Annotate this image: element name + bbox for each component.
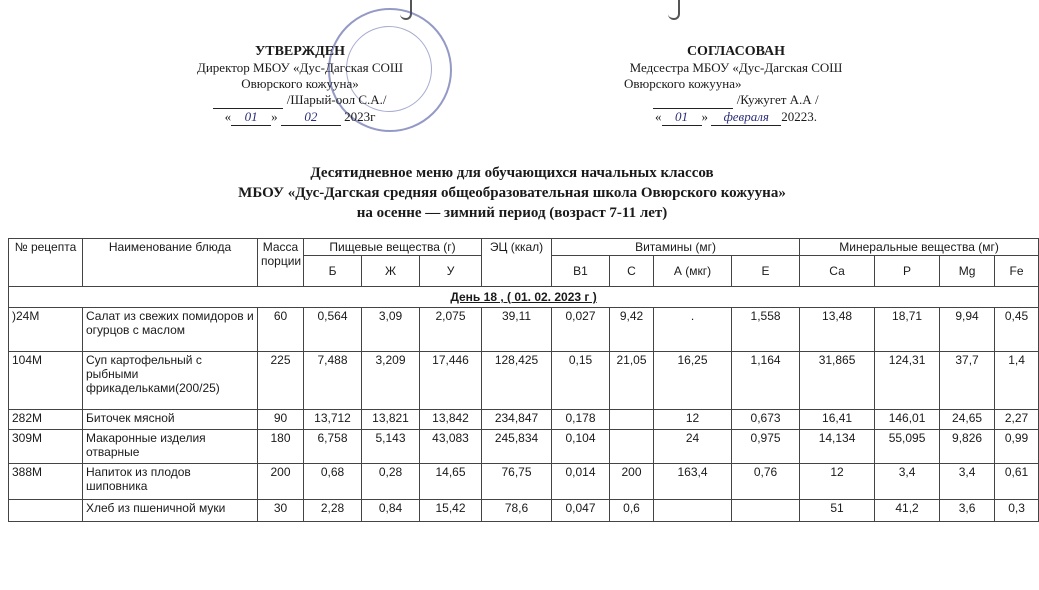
agreement-date-quote-close: » xyxy=(701,109,708,124)
cell-e: 1,164 xyxy=(732,352,800,410)
cell-mass: 90 xyxy=(258,410,304,430)
cell-b: 2,28 xyxy=(304,500,362,522)
cell-c: 9,42 xyxy=(610,308,654,352)
cell-b1: 0,027 xyxy=(552,308,610,352)
cell-dish: Напиток из плодов шиповника xyxy=(83,464,258,500)
cell-recipe: 104М xyxy=(9,352,83,410)
cell-u: 43,083 xyxy=(420,430,482,464)
cell-a: . xyxy=(654,308,732,352)
cell-ca: 14,134 xyxy=(800,430,875,464)
cell-mass: 180 xyxy=(258,430,304,464)
cell-a: 12 xyxy=(654,410,732,430)
cell-p: 124,31 xyxy=(875,352,940,410)
table-row xyxy=(9,500,1039,522)
cell-p: 41,2 xyxy=(875,500,940,522)
cell-ca: 13,48 xyxy=(800,308,875,352)
agreement-block xyxy=(606,44,866,126)
cell-b1: 0,104 xyxy=(552,430,610,464)
table-row xyxy=(9,308,1039,352)
cell-mg: 9,94 xyxy=(940,308,995,352)
table-row xyxy=(9,464,1039,500)
cell-b: 0,564 xyxy=(304,308,362,352)
cell-zh: 5,143 xyxy=(362,430,420,464)
cell-ca: 12 xyxy=(800,464,875,500)
agreement-signer-name: /Кужугет А.А / xyxy=(736,92,819,107)
header-u: У xyxy=(420,256,482,287)
header-dish: Наименование блюда xyxy=(83,239,258,287)
cell-ca: 16,41 xyxy=(800,410,875,430)
cell-zh: 0,28 xyxy=(362,464,420,500)
header-ca: Са xyxy=(800,256,875,287)
cell-mass: 225 xyxy=(258,352,304,410)
cell-fe: 0,99 xyxy=(995,430,1039,464)
header-minerals: Минеральные вещества (мг) xyxy=(800,239,1039,256)
cell-recipe: 282М xyxy=(9,410,83,430)
cell-energy: 78,6 xyxy=(482,500,552,522)
header-mass: Масса порции xyxy=(258,239,304,287)
cell-energy: 39,11 xyxy=(482,308,552,352)
cell-b: 13,712 xyxy=(304,410,362,430)
cell-energy: 234,847 xyxy=(482,410,552,430)
cell-fe: 2,27 xyxy=(995,410,1039,430)
menu-table xyxy=(8,238,1039,522)
cell-ca: 31,865 xyxy=(800,352,875,410)
cell-a: 163,4 xyxy=(654,464,732,500)
cell-p: 18,71 xyxy=(875,308,940,352)
cell-a: 24 xyxy=(654,430,732,464)
cell-b: 7,488 xyxy=(304,352,362,410)
table-row xyxy=(9,352,1039,410)
header-recipe: № рецепта xyxy=(9,239,83,287)
day-label: День 18 , ( 01. 02. 2023 г ) xyxy=(9,287,1039,308)
cell-mg: 3,6 xyxy=(940,500,995,522)
cell-p: 146,01 xyxy=(875,410,940,430)
title-line1: Десятидневное меню для обучающихся начальных классов xyxy=(310,165,714,181)
cell-recipe: 388М xyxy=(9,464,83,500)
cell-mg: 3,4 xyxy=(940,464,995,500)
header-p: Р xyxy=(875,256,940,287)
header-zh: Ж xyxy=(362,256,420,287)
approval-date-day: 01 xyxy=(231,109,271,126)
cell-fe: 1,4 xyxy=(995,352,1039,410)
cell-fe: 0,3 xyxy=(995,500,1039,522)
cell-mg: 9,826 xyxy=(940,430,995,464)
header-vitamins: Витамины (мг) xyxy=(552,239,800,256)
cell-c xyxy=(610,430,654,464)
agreement-line2: Овюрского кожууна» xyxy=(624,76,742,91)
approval-date-quote-close: » xyxy=(271,109,278,124)
approval-signer-name: /Шарый-оол С.А./ xyxy=(286,92,387,107)
cell-mass: 60 xyxy=(258,308,304,352)
approval-date xyxy=(170,109,430,126)
agreement-date-day: 01 xyxy=(662,109,702,126)
cell-zh: 13,821 xyxy=(362,410,420,430)
table-row xyxy=(9,430,1039,464)
approval-line2: Овюрского кожууна» xyxy=(241,76,359,91)
cell-fe: 0,61 xyxy=(995,464,1039,500)
header-nutrients: Пищевые вещества (г) xyxy=(304,239,482,256)
cell-dish: Салат из свежих помидоров и огурцов с маслом xyxy=(83,308,258,352)
cell-u: 14,65 xyxy=(420,464,482,500)
header-b: Б xyxy=(304,256,362,287)
header-c: С xyxy=(610,256,654,287)
cell-e: 0,673 xyxy=(732,410,800,430)
agreement-date-year: 20223. xyxy=(781,109,817,124)
approval-signature xyxy=(213,92,283,109)
approval-title: УТВЕРЖДЕН xyxy=(254,44,346,59)
cell-dish: Хлеб из пшеничной муки xyxy=(83,500,258,522)
cell-zh: 3,209 xyxy=(362,352,420,410)
cell-c: 200 xyxy=(610,464,654,500)
cell-zh: 3,09 xyxy=(362,308,420,352)
approval-signature-line xyxy=(170,92,430,109)
cell-a xyxy=(654,500,732,522)
cell-e: 0,975 xyxy=(732,430,800,464)
cell-recipe: )24М xyxy=(9,308,83,352)
cell-fe: 0,45 xyxy=(995,308,1039,352)
title-line2: МБОУ «Дус-Дагская средняя общеобразовательная школа Овюрского кожууна» xyxy=(238,185,786,201)
cell-dish: Биточек мясной xyxy=(83,410,258,430)
cell-c: 21,05 xyxy=(610,352,654,410)
cell-p: 3,4 xyxy=(875,464,940,500)
cell-p: 55,095 xyxy=(875,430,940,464)
cell-zh: 0,84 xyxy=(362,500,420,522)
cell-b1: 0,014 xyxy=(552,464,610,500)
cell-mass: 200 xyxy=(258,464,304,500)
cell-c: 0,6 xyxy=(610,500,654,522)
cell-b1: 0,178 xyxy=(552,410,610,430)
cell-mg: 24,65 xyxy=(940,410,995,430)
cell-recipe xyxy=(9,500,83,522)
cell-u: 15,42 xyxy=(420,500,482,522)
approval-block xyxy=(170,44,430,126)
cell-energy: 128,425 xyxy=(482,352,552,410)
header-b1: В1 xyxy=(552,256,610,287)
cell-energy: 76,75 xyxy=(482,464,552,500)
approval-line1: Директор МБОУ «Дус-Дагская СОШ xyxy=(196,60,404,75)
header-fe: Fe xyxy=(995,256,1039,287)
agreement-date-month: февраля xyxy=(711,109,781,126)
cell-energy: 245,834 xyxy=(482,430,552,464)
table-row xyxy=(9,410,1039,430)
cell-e: 0,76 xyxy=(732,464,800,500)
title-line3: на осенне — зимний период (возраст 7-11 лет) xyxy=(356,205,668,221)
cell-c xyxy=(610,410,654,430)
agreement-title: СОГЛАСОВАН xyxy=(686,44,786,59)
document-title xyxy=(0,163,1024,223)
header-energy: ЭЦ (ккал) xyxy=(482,239,552,287)
cell-dish: Суп картофельный с рыбными фрикадельками(200/25) xyxy=(83,352,258,410)
agreement-signature-line xyxy=(606,92,866,109)
cell-b: 0,68 xyxy=(304,464,362,500)
cell-b: 6,758 xyxy=(304,430,362,464)
cell-e: 1,558 xyxy=(732,308,800,352)
header-mg: Mg xyxy=(940,256,995,287)
agreement-line1: Медсестра МБОУ «Дус-Дагская СОШ xyxy=(629,60,843,75)
cell-u: 13,842 xyxy=(420,410,482,430)
cell-mg: 37,7 xyxy=(940,352,995,410)
binder-hole-right xyxy=(668,0,680,20)
header-a: А (мкг) xyxy=(654,256,732,287)
cell-b1: 0,15 xyxy=(552,352,610,410)
cell-a: 16,25 xyxy=(654,352,732,410)
approval-date-month: 02 xyxy=(281,109,341,126)
cell-u: 2,075 xyxy=(420,308,482,352)
approval-date-quote-open: « xyxy=(224,109,232,124)
agreement-date-quote-open: « xyxy=(655,109,662,124)
header-e: Е xyxy=(732,256,800,287)
agreement-signature xyxy=(653,92,733,109)
cell-recipe: 309М xyxy=(9,430,83,464)
cell-u: 17,446 xyxy=(420,352,482,410)
agreement-date xyxy=(606,109,866,126)
cell-e xyxy=(732,500,800,522)
cell-dish: Макаронные изделия отварные xyxy=(83,430,258,464)
approval-date-year: 2023г xyxy=(344,109,376,124)
cell-ca: 51 xyxy=(800,500,875,522)
cell-mass: 30 xyxy=(258,500,304,522)
cell-b1: 0,047 xyxy=(552,500,610,522)
